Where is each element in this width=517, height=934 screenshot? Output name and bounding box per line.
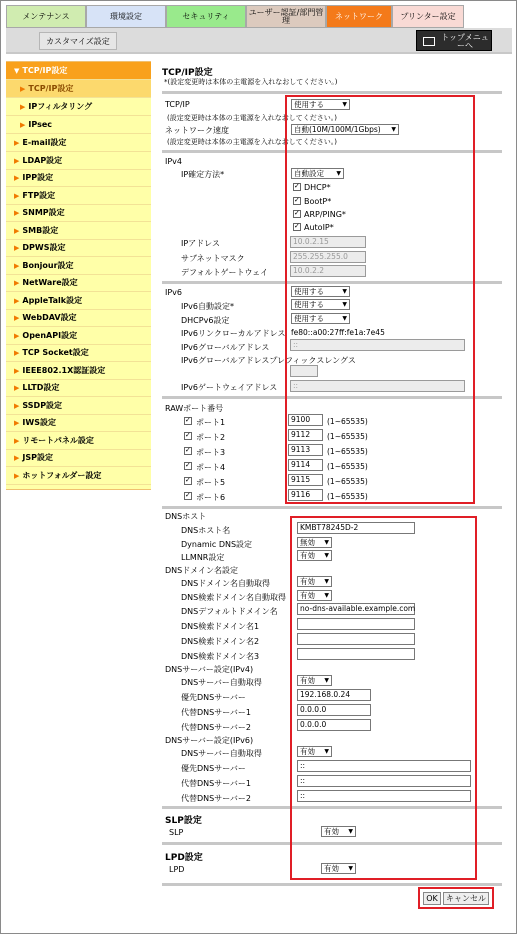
sidebar-item-label: OpenAPI設定 [22, 330, 78, 340]
sidebar-item-label: IPsec [28, 120, 53, 129]
port6-field[interactable]: 9116 [288, 489, 323, 501]
sidebar-item-ieee8021x[interactable] [6, 362, 151, 380]
dns-hostname-field[interactable]: KMBT78245D-2 [297, 522, 415, 534]
lpd-select[interactable]: 有効 ▼ [321, 863, 356, 874]
port1-checkbox[interactable] [184, 417, 192, 425]
triangle-right-icon: ▶ [14, 471, 20, 480]
dns-domain-section: DNSドメイン名設定 [165, 566, 238, 575]
sidebar-item-label: LLTD設定 [22, 383, 60, 392]
title-note: *(設定変更時は本体の主電源を入れなおしてください。) [164, 78, 338, 86]
dynamic-dns-label: Dynamic DNS設定 [181, 540, 253, 549]
sidebar-item-label: ホットフォルダー設定 [22, 470, 102, 480]
sub-toolbar [6, 28, 512, 54]
sidebar-item-email[interactable] [6, 134, 151, 152]
sidebar-item-label: WebDAV設定 [22, 313, 77, 322]
sidebar-item-dpws[interactable] [6, 239, 151, 257]
sidebar-item-smb[interactable] [6, 222, 151, 240]
port6-checkbox[interactable] [184, 492, 192, 500]
sidebar-item-label: Bonjour設定 [22, 260, 74, 270]
dns-search-auto-select[interactable]: 有効 ▼ [297, 590, 332, 601]
dns-v4-alt1-field[interactable]: 0.0.0.0 [297, 704, 371, 716]
top-menu-button[interactable] [416, 30, 492, 51]
dns-v6-alt1-field[interactable]: :: [297, 775, 471, 787]
port2-field[interactable]: 9112 [288, 429, 323, 441]
ipv6-select[interactable]: 使用する ▼ [291, 286, 350, 297]
ipv6-gateway-label: IPv6ゲートウェイアドレス [181, 383, 278, 392]
dns-default-domain-field[interactable]: no-dns-available.example.com [297, 603, 415, 615]
ip-method-label: IP確定方法* [181, 170, 225, 179]
sidebar-item-openapi[interactable] [6, 327, 151, 345]
dns-v6-preferred-label: 優先DNSサーバー [181, 764, 246, 773]
tab-user-auth[interactable]: ユーザー認証/部門管理 [246, 5, 326, 28]
tab-printer-settings[interactable]: プリンター設定 [392, 5, 464, 28]
triangle-right-icon: ▶ [14, 366, 20, 375]
sidebar-item-label: E-mail設定 [22, 138, 67, 147]
port4-field[interactable]: 9114 [288, 459, 323, 471]
port4-label: ポート4 [196, 463, 226, 472]
sidebar-item-label: リモートパネル設定 [22, 435, 94, 445]
triangle-right-icon: ▶ [14, 174, 20, 182]
triangle-right-icon: ▶ [14, 331, 20, 340]
triangle-right-icon: ▶ [14, 384, 20, 392]
port5-label: ポート5 [196, 478, 226, 487]
port4-range: (1~65535) [327, 462, 368, 471]
sidebar-item-webdav[interactable] [6, 309, 151, 327]
highlight-box [285, 95, 475, 504]
dns-search3-label: DNS検索ドメイン名3 [181, 652, 260, 661]
sidebar-item-label: IEEE802.1X認証設定 [22, 365, 106, 375]
sidebar-item-label: SMB設定 [22, 225, 59, 235]
sidebar-item-label: SSDP設定 [22, 400, 63, 410]
port3-range: (1~65535) [327, 447, 368, 456]
sidebar-item-label: JSP設定 [22, 453, 53, 462]
top-menu-label: トップメニューへ [441, 33, 489, 50]
dns-domain-auto-label: DNSドメイン名自動取得 [181, 579, 270, 588]
speed-note: (設定変更時は本体の主電源を入れなおしてください。) [167, 138, 337, 146]
sidebar-item-ipp[interactable] [6, 169, 151, 187]
sidebar-item-ldap[interactable] [6, 152, 151, 170]
prefix-length-label: IPv6グローバルアドレスプレフィックスレングス [181, 356, 356, 365]
port5-field[interactable]: 9115 [288, 474, 323, 486]
triangle-down-icon: ▼ [14, 67, 20, 75]
dns-v6-alt2-label: 代替DNSサーバー2 [181, 794, 251, 803]
dhcpv6-label: DHCPv6設定 [181, 316, 230, 325]
ipv6-auto-select[interactable]: 使用する ▼ [291, 299, 350, 310]
customize-button[interactable]: カスタマイズ設定 [39, 32, 117, 50]
sidebar-subitem-tcpip[interactable] [6, 80, 151, 98]
default-gateway-field[interactable]: 10.0.2.2 [290, 265, 366, 277]
sidebar-item-label: AppleTalk設定 [22, 295, 83, 305]
llmnr-label: LLMNR設定 [181, 553, 225, 562]
sidebar-item-hot-folder[interactable] [6, 467, 151, 485]
default-gateway-label: デフォルトゲートウェイ [181, 268, 269, 277]
port6-range: (1~65535) [327, 492, 368, 501]
port4-checkbox[interactable] [184, 462, 192, 470]
link-local-value: fe80::a00:27ff:fe1a:7e45 [291, 328, 385, 337]
raw-port-section: RAWポート番号 [165, 404, 224, 413]
port1-field[interactable]: 9100 [288, 414, 323, 426]
sidebar-item-iws[interactable] [6, 414, 151, 432]
sidebar-item-label: TCP/IP設定 [22, 66, 68, 75]
triangle-right-icon: ▶ [14, 401, 20, 410]
global-address-label: IPv6グローバルアドレス [181, 343, 270, 352]
sidebar-subitem-ipsec[interactable] [6, 116, 151, 134]
ip-address-label: IPアドレス [181, 239, 220, 248]
sidebar-item-label: LDAP設定 [22, 155, 63, 165]
highlight-box [418, 887, 494, 909]
slp-select[interactable]: 有効 ▼ [321, 826, 356, 837]
dns-v4-preferred-label: 優先DNSサーバー [181, 693, 246, 702]
dns-v4-preferred-field[interactable]: 192.168.0.24 [297, 689, 371, 701]
port2-range: (1~65535) [327, 432, 368, 441]
triangle-right-icon: ▶ [14, 436, 20, 445]
sidebar-item-remote-panel[interactable] [6, 432, 151, 450]
bootp-label: BootP* [304, 197, 332, 206]
port1-range: (1~65535) [327, 417, 368, 426]
ip-address-field[interactable]: 10.0.2.15 [290, 236, 366, 248]
triangle-right-icon: ▶ [14, 296, 20, 305]
triangle-right-icon: ▶ [14, 139, 20, 147]
triangle-right-icon: ▶ [14, 226, 20, 235]
main-tabs [6, 5, 512, 28]
triangle-right-icon: ▶ [14, 279, 20, 287]
dns-v6-auto-select[interactable]: 有効 ▼ [297, 746, 332, 757]
port5-range: (1~65535) [327, 477, 368, 486]
tcpip-select[interactable]: 使用する ▼ [291, 99, 350, 110]
dhcp-label: DHCP* [304, 183, 331, 192]
port5-checkbox[interactable] [184, 477, 192, 485]
sidebar-item-tcpsocket[interactable] [6, 344, 151, 362]
sidebar-item-jsp[interactable] [6, 449, 151, 467]
dns-v4-auto-label: DNSサーバー自動取得 [181, 678, 262, 687]
dns-v6-auto-label: DNSサーバー自動取得 [181, 749, 262, 758]
dns-v4-alt1-label: 代替DNSサーバー1 [181, 708, 251, 717]
subnet-mask-field[interactable]: 255.255.255.0 [290, 251, 366, 263]
sidebar-subitem-ipfilter[interactable] [6, 98, 151, 116]
ok-button[interactable]: OK [423, 892, 441, 905]
subnet-mask-label: サブネットマスク [181, 254, 245, 263]
triangle-right-icon: ▶ [14, 419, 20, 427]
dns-server-v4-section: DNSサーバー設定(IPv4) [165, 665, 254, 674]
sidebar-item-ftp[interactable] [6, 187, 151, 205]
triangle-right-icon: ▶ [14, 261, 20, 270]
triangle-right-icon: ▶ [14, 454, 20, 462]
dns-server-v6-section: DNSサーバー設定(IPv6) [165, 736, 254, 745]
divider [162, 506, 502, 509]
slp-section: SLP設定 [165, 816, 202, 826]
speed-label: ネットワーク速度 [165, 126, 229, 135]
sidebar-item-label: DPWS設定 [22, 243, 66, 252]
port2-label: ポート2 [196, 433, 226, 442]
port1-label: ポート1 [196, 418, 226, 427]
port3-field[interactable]: 9113 [288, 444, 323, 456]
sidebar-item-lltd[interactable] [6, 379, 151, 397]
dynamic-dns-select[interactable]: 無効 ▼ [297, 537, 332, 548]
dns-v6-alt1-label: 代替DNSサーバー1 [181, 779, 251, 788]
arp-ping-label: ARP/PING* [304, 210, 346, 219]
ip-method-select[interactable]: 自動設定 ▼ [291, 168, 344, 179]
global-address-field[interactable]: :: [290, 339, 465, 351]
tab-environment[interactable]: 環境設定 [86, 5, 166, 28]
sidebar-item-appletalk[interactable] [6, 292, 151, 310]
sidebar-item-tcpip[interactable] [6, 62, 151, 80]
llmnr-select[interactable]: 有効 ▼ [297, 550, 332, 561]
sidebar [6, 61, 151, 490]
sidebar-item-label: IPP設定 [22, 173, 54, 182]
lpd-section: LPD設定 [165, 853, 203, 863]
dns-v4-alt2-field[interactable]: 0.0.0.0 [297, 719, 371, 731]
triangle-right-icon: ▶ [14, 314, 20, 322]
tab-network[interactable]: ネットワーク [326, 5, 392, 28]
triangle-right-icon: ▶ [14, 349, 20, 357]
ipv6-section: IPv6 [165, 288, 183, 297]
triangle-right-icon: ▶ [20, 103, 26, 111]
sidebar-item-label: IPフィルタリング [28, 102, 93, 111]
dns-v6-alt2-field[interactable]: :: [297, 790, 471, 802]
sidebar-item-label: TCP/IP設定 [28, 84, 74, 93]
triangle-right-icon: ▶ [14, 209, 20, 217]
dns-default-domain-label: DNSデフォルトドメイン名 [181, 607, 278, 616]
sidebar-item-bonjour[interactable] [6, 257, 151, 275]
tab-maintenance[interactable]: メンテナンス [6, 5, 86, 28]
dns-host-section: DNSホスト [165, 512, 207, 521]
ipv6-auto-label: IPv6自動設定* [181, 302, 235, 311]
page-title: TCP/IP設定 [162, 68, 213, 78]
triangle-right-icon: ▶ [14, 191, 20, 200]
menu-icon [423, 37, 435, 46]
ipv4-section: IPv4 [165, 157, 183, 166]
dns-search2-label: DNS検索ドメイン名2 [181, 637, 260, 646]
dns-v4-alt2-label: 代替DNSサーバー2 [181, 723, 251, 732]
dns-search1-label: DNS検索ドメイン名1 [181, 622, 260, 631]
divider [162, 883, 502, 886]
speed-select[interactable]: 自動(10M/100M/1Gbps) ▼ [291, 124, 399, 135]
triangle-right-icon: ▶ [20, 85, 26, 93]
sidebar-item-netware[interactable] [6, 274, 151, 292]
triangle-right-icon: ▶ [20, 121, 26, 129]
divider [162, 91, 502, 94]
link-local-label: IPv6リンクローカルアドレス [181, 329, 286, 338]
port3-label: ポート3 [196, 448, 226, 457]
dns-search-auto-label: DNS検索ドメイン名自動取得 [181, 593, 286, 602]
dns-v4-auto-select[interactable]: 有効 ▼ [297, 675, 332, 686]
sidebar-item-label: NetWare設定 [22, 278, 78, 287]
highlight-box [290, 516, 477, 880]
sidebar-item-label: TCP Socket設定 [22, 348, 89, 357]
triangle-right-icon: ▶ [14, 244, 20, 252]
triangle-right-icon: ▶ [14, 156, 20, 165]
cancel-button[interactable]: キャンセル [443, 892, 489, 905]
sidebar-item-snmp[interactable] [6, 204, 151, 222]
lpd-label: LPD [169, 865, 185, 874]
sidebar-item-label: SNMP設定 [22, 208, 65, 217]
sidebar-item-label: FTP設定 [22, 190, 56, 200]
port3-checkbox[interactable] [184, 447, 192, 455]
sidebar-item-ssdp[interactable] [6, 397, 151, 415]
dns-domain-auto-select[interactable]: 有効 ▼ [297, 576, 332, 587]
tcpip-note: (設定変更時は本体の主電源を入れなおしてください。) [167, 114, 337, 122]
ipv6-gateway-field[interactable]: :: [290, 380, 465, 392]
autoip-label: AutoIP* [304, 223, 334, 232]
tcpip-label: TCP/IP [165, 100, 190, 109]
dns-v6-preferred-field[interactable]: :: [297, 760, 471, 772]
slp-label: SLP [169, 828, 184, 837]
dns-hostname-label: DNSホスト名 [181, 526, 231, 535]
port2-checkbox[interactable] [184, 432, 192, 440]
sidebar-item-label: IWS設定 [22, 418, 56, 427]
tab-security[interactable]: セキュリティ [166, 5, 246, 28]
dhcpv6-select[interactable]: 使用する ▼ [291, 313, 350, 324]
port6-label: ポート6 [196, 493, 226, 502]
